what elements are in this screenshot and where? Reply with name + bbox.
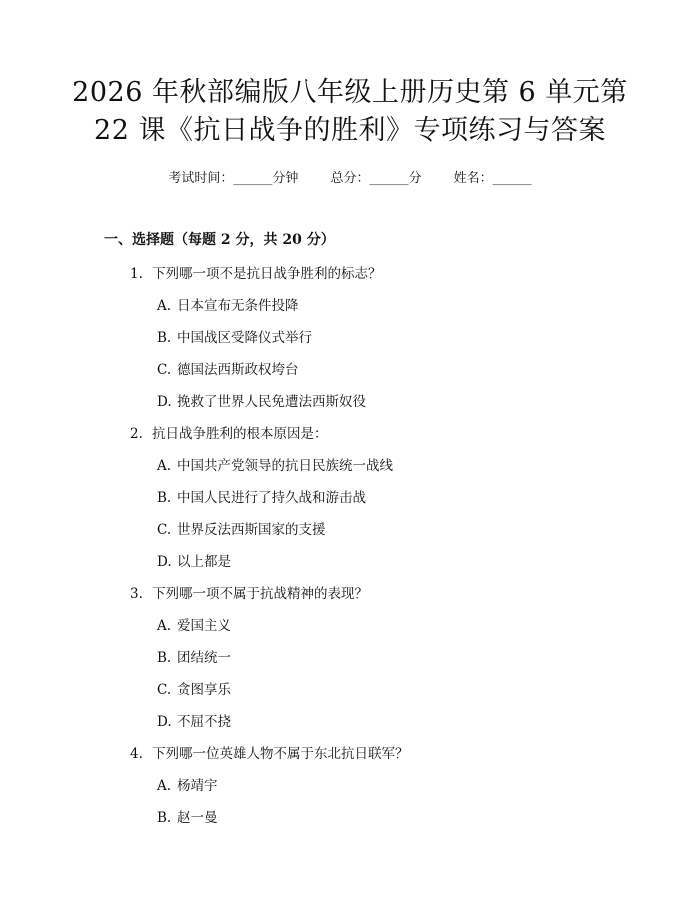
question-number: 2. (130, 426, 143, 442)
question-stem (0, 424, 700, 456)
question-text: 下列哪一项不是抗日战争胜利的标志？ (152, 266, 382, 282)
question-number: 4. (130, 746, 143, 762)
question-text: 下列哪一项不属于抗战精神的表现？ (152, 586, 368, 602)
option-letter: C. (157, 682, 172, 698)
option-text: 赵一曼 (177, 810, 218, 826)
option-text: 世界反法西斯国家的支援 (177, 522, 326, 538)
option-text: 爱国主义 (177, 618, 231, 634)
answer-option (0, 808, 700, 840)
option-letter: A. (157, 618, 172, 634)
question-list (0, 264, 700, 840)
option-letter: D. (157, 394, 172, 410)
answer-option (0, 776, 700, 808)
question-item (0, 264, 700, 424)
option-letter: B. (157, 810, 172, 826)
section-heading: 一、选择题（每题 2 分，共 20 分） (104, 232, 335, 248)
option-letter: C. (157, 362, 172, 378)
question-number: 3. (130, 586, 143, 602)
option-letter: B. (157, 650, 172, 666)
option-letter: A. (157, 298, 172, 314)
question-stem (0, 744, 700, 776)
answer-option (0, 680, 700, 712)
option-list (0, 456, 700, 584)
answer-option (0, 488, 700, 520)
answer-option (0, 552, 700, 584)
option-text: 中国人民进行了持久战和游击战 (177, 490, 366, 506)
option-list (0, 776, 700, 840)
option-letter: B. (157, 490, 172, 506)
option-letter: A. (157, 778, 172, 794)
answer-option (0, 712, 700, 744)
option-text: 以上都是 (177, 554, 231, 570)
answer-option (0, 648, 700, 680)
option-text: 中国战区受降仪式举行 (177, 330, 312, 346)
option-text: 中国共产党领导的抗日民族统一战线 (177, 458, 393, 474)
document-title-line-1: 2026 年秋部编版八年级上册历史第 6 单元第 (72, 77, 628, 108)
question-stem (0, 264, 700, 296)
document-title-line-2: 22 课《抗日战争的胜利》专项练习与答案 (94, 115, 606, 146)
option-letter: D. (157, 714, 172, 730)
option-text: 挽救了世界人民免遭法西斯奴役 (177, 394, 366, 410)
question-item (0, 584, 700, 744)
question-item (0, 744, 700, 840)
exam-info (0, 170, 700, 188)
answer-option (0, 616, 700, 648)
document-title (60, 74, 640, 150)
question-stem (0, 584, 700, 616)
answer-option (0, 328, 700, 360)
total-score-field: 总分：______分 (330, 171, 422, 186)
exam-time-field: 考试时间：______分钟 (168, 171, 299, 186)
answer-option (0, 360, 700, 392)
option-text: 团结统一 (177, 650, 231, 666)
question-number: 1. (130, 266, 143, 282)
question-text: 抗日战争胜利的根本原因是： (152, 426, 328, 442)
answer-option (0, 392, 700, 424)
answer-option (0, 296, 700, 328)
option-text: 德国法西斯政权垮台 (177, 362, 299, 378)
student-name-field: 姓名：______ (453, 171, 532, 186)
answer-option (0, 456, 700, 488)
question-item (0, 424, 700, 584)
option-text: 杨靖宇 (177, 778, 218, 794)
option-list (0, 296, 700, 424)
option-text: 日本宣布无条件投降 (177, 298, 299, 314)
option-letter: A. (157, 458, 172, 474)
option-list (0, 616, 700, 744)
option-text: 不屈不挠 (177, 714, 231, 730)
option-letter: D. (157, 554, 172, 570)
answer-option (0, 520, 700, 552)
option-letter: C. (157, 522, 172, 538)
question-text: 下列哪一位英雄人物不属于东北抗日联军？ (152, 746, 409, 762)
option-text: 贪图享乐 (177, 682, 231, 698)
option-letter: B. (157, 330, 172, 346)
